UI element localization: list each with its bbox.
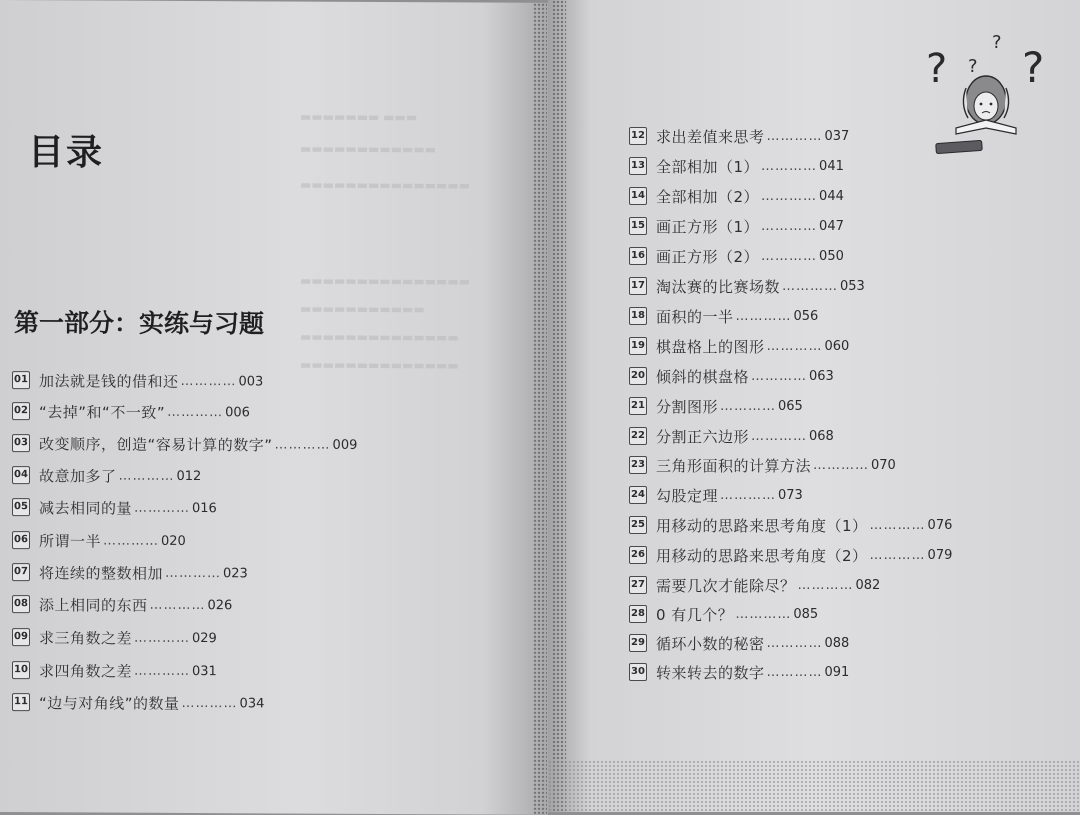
chapter-title: 用移动的思路来思考角度（2） [656, 546, 868, 565]
dot-leader: ………… [134, 500, 191, 516]
dot-leader: ………… [797, 577, 854, 593]
chapter-number: 14 [629, 187, 647, 205]
chapter-title: 勾股定理 [656, 486, 719, 505]
page-number: 044 [819, 188, 844, 204]
chapter-number: 16 [629, 247, 647, 265]
toc-heading: 目录 [28, 132, 105, 174]
page-number: 020 [161, 533, 186, 549]
chapter-number: 24 [629, 486, 647, 504]
chapter-title: 棋盘格上的图形 [656, 337, 765, 356]
chapter-title: 全部相加（1） [656, 157, 760, 176]
page-number: 088 [824, 635, 850, 651]
chapter-title: 需要几次才能除尽？ [656, 576, 796, 595]
page-number: 023 [223, 565, 248, 581]
chapter-title: 画正方形（2） [656, 247, 760, 266]
chapter-title: 画正方形（1） [656, 217, 760, 236]
dot-leader: ………… [274, 436, 331, 453]
chapter-number: 26 [629, 546, 647, 564]
toc-entry[interactable] [12, 398, 250, 425]
page-number: 065 [778, 398, 803, 414]
dot-leader: ………… [134, 630, 191, 646]
chapter-number: 04 [12, 466, 30, 484]
dot-leader: ………… [180, 373, 237, 389]
chapter-number: 11 [12, 693, 30, 711]
page-number: 070 [871, 457, 896, 473]
dot-leader: ………… [118, 468, 175, 484]
chapter-number: 18 [629, 307, 647, 325]
dot-leader: ………… [167, 404, 224, 420]
page-number: 031 [192, 663, 217, 679]
dot-leader: ………… [869, 547, 926, 563]
page-number: 026 [207, 597, 233, 613]
toc-entry[interactable] [629, 542, 952, 568]
chapter-title: “边与对角线”的数量 [39, 693, 180, 713]
dot-leader: ………… [766, 664, 823, 680]
gutter-dots [552, 0, 566, 812]
page-number: 085 [793, 606, 819, 622]
dot-leader: ………… [761, 218, 818, 234]
chapter-number: 28 [629, 605, 647, 623]
toc-entry[interactable] [629, 243, 844, 269]
dot-leader: ………… [134, 663, 191, 679]
show-through-text: ▬▬▬▬▬▬▬▬▬▬▬ [300, 301, 425, 317]
toc-entry[interactable] [629, 363, 834, 389]
show-through-text: ▬▬▬▬▬▬▬▬▬▬▬▬▬▬ [300, 329, 459, 345]
chapter-title: 三角形面积的计算方法 [656, 456, 812, 475]
page-number: 056 [793, 308, 819, 324]
dot-leader: ………… [720, 487, 777, 503]
toc-entry[interactable] [12, 494, 217, 521]
toc-entry[interactable] [629, 482, 803, 508]
chapter-number: 30 [629, 663, 647, 681]
chapter-title: 减去相同的量 [39, 498, 133, 518]
chapter-title: 所谓一半 [39, 531, 102, 551]
chapter-title: 循环小数的秘密 [656, 634, 765, 653]
question-mark-icon: ? [992, 32, 1002, 53]
chapter-number: 20 [629, 367, 647, 385]
toc-entry[interactable] [12, 624, 217, 651]
toc-entry[interactable] [629, 273, 865, 299]
page-number: 079 [927, 547, 953, 563]
chapter-title: 面积的一半 [656, 307, 734, 326]
question-mark-icon: ? [1022, 43, 1045, 92]
toc-entry[interactable] [12, 689, 264, 716]
chapter-number: 07 [12, 563, 30, 581]
toc-entry[interactable] [629, 393, 803, 419]
page-number: 029 [192, 630, 217, 646]
chapter-title: 将连续的整数相加 [39, 563, 164, 583]
toc-entry[interactable] [629, 601, 818, 627]
page-number: 041 [819, 158, 844, 174]
page-number: 003 [238, 373, 264, 389]
page-number: 091 [824, 664, 850, 680]
dot-leader: ………… [720, 398, 777, 414]
chapter-number: 01 [12, 371, 30, 389]
chapter-number: 10 [12, 661, 30, 679]
chapter-number: 06 [12, 531, 30, 549]
confused-reader-icon [922, 20, 1072, 170]
chapter-number: 02 [12, 402, 30, 420]
dot-leader: ………… [149, 597, 206, 613]
dot-leader: ………… [761, 248, 818, 264]
chapter-title: 改变顺序，创造“容易计算的数字” [39, 434, 273, 454]
page-number: 006 [225, 404, 250, 420]
chapter-number: 13 [629, 157, 647, 175]
page-number: 012 [176, 468, 202, 484]
chapter-title: 0 有几个？ [656, 605, 734, 624]
toc-entry[interactable] [12, 430, 357, 458]
question-mark-icon: ? [926, 46, 948, 92]
question-mark-icon: ? [968, 56, 978, 77]
toc-entry[interactable] [12, 657, 217, 684]
chapter-number: 23 [629, 456, 647, 474]
dot-leader: ………… [751, 428, 808, 444]
show-through-text: ▬▬▬▬▬▬▬▬▬▬▬▬▬▬▬ [300, 177, 471, 193]
chapter-title: 用移动的思路来思考角度（1） [656, 516, 868, 535]
chapter-title: 倾斜的棋盘格 [656, 367, 750, 386]
show-through-text: ▬▬▬▬▬▬▬ ▬▬▬ [300, 109, 418, 125]
toc-entry[interactable] [629, 123, 849, 149]
chapter-title: 分割正六边形 [656, 427, 750, 446]
chapter-number: 08 [12, 595, 30, 613]
chapter-title: 求三角数之差 [39, 628, 133, 648]
dot-leader: ………… [165, 565, 222, 581]
toc-entry[interactable] [12, 367, 263, 394]
page-number: 047 [819, 218, 844, 234]
chapter-title: 求出差值来思考 [656, 127, 765, 146]
toc-entry[interactable] [12, 527, 186, 554]
toc-entry[interactable] [629, 183, 844, 209]
toc-entry[interactable] [629, 452, 896, 478]
dot-leader: ………… [766, 338, 823, 354]
toc-entry[interactable] [12, 559, 248, 586]
dot-leader: ………… [761, 158, 818, 174]
chapter-number: 19 [629, 337, 647, 355]
dot-leader: ………… [761, 188, 818, 204]
chapter-number: 29 [629, 634, 647, 652]
chapter-title: 转来转去的数字 [656, 663, 765, 682]
chapter-number: 25 [629, 516, 647, 534]
chapter-title: 淘汰赛的比赛场数 [656, 277, 781, 296]
toc-entry[interactable] [629, 512, 952, 538]
dot-leader: ………… [766, 635, 823, 651]
page-number: 053 [840, 278, 865, 294]
gutter-dots [533, 3, 547, 815]
toc-entry[interactable] [629, 572, 880, 598]
show-through-text: ▬▬▬▬▬▬▬▬▬▬▬▬▬▬▬ [300, 273, 471, 289]
dot-leader: ………… [782, 278, 839, 294]
chapter-number: 15 [629, 217, 647, 235]
chapter-title: 加法就是钱的借和还 [39, 371, 179, 391]
toc-entry[interactable] [629, 333, 849, 359]
chapter-number: 22 [629, 427, 647, 445]
dot-leader: ………… [869, 517, 926, 533]
page-number: 034 [239, 695, 265, 711]
chapter-title: 全部相加（2） [656, 187, 760, 206]
page-number: 076 [927, 517, 953, 533]
page-number: 009 [332, 437, 358, 453]
toc-entry[interactable] [629, 630, 849, 656]
bottom-dots [548, 760, 1080, 812]
chapter-title: 求四角数之差 [39, 661, 133, 681]
toc-entry[interactable] [12, 462, 201, 489]
chapter-number: 03 [12, 434, 30, 452]
dot-leader: ………… [181, 695, 238, 711]
part-title: 第一部分：实练与习题 [14, 308, 265, 339]
page-number: 016 [192, 500, 217, 516]
toc-entry[interactable] [629, 153, 844, 179]
dot-leader: ………… [103, 533, 160, 549]
chapter-number: 17 [629, 277, 647, 295]
chapter-number: 21 [629, 397, 647, 415]
toc-entry[interactable] [629, 213, 844, 239]
dot-leader: ………… [735, 308, 792, 324]
show-through-text: ▬▬▬▬▬▬▬▬▬▬▬▬ [300, 141, 437, 157]
chapter-title: 故意加多了 [39, 466, 117, 486]
dot-leader: ………… [751, 368, 808, 384]
show-through-text: ▬▬▬▬▬▬▬▬▬▬▬▬▬▬ [300, 357, 459, 373]
dot-leader: ………… [735, 606, 792, 622]
chapter-title: 分割图形 [656, 397, 719, 416]
chapter-number: 09 [12, 628, 30, 646]
toc-entry[interactable] [12, 591, 232, 618]
page-number: 063 [809, 368, 834, 384]
toc-entry[interactable] [629, 303, 818, 329]
page-number: 050 [819, 248, 844, 264]
page-number: 037 [824, 128, 850, 144]
page-number: 060 [824, 338, 850, 354]
chapter-number: 12 [629, 127, 647, 145]
page-number: 073 [778, 487, 803, 503]
page-number: 082 [855, 577, 881, 593]
dot-leader: ………… [766, 128, 823, 144]
chapter-number: 05 [12, 498, 30, 516]
toc-entry[interactable] [629, 423, 834, 449]
toc-entry[interactable] [629, 659, 849, 685]
dot-leader: ………… [813, 457, 870, 473]
chapter-number: 27 [629, 576, 647, 594]
page-number: 068 [809, 428, 834, 444]
chapter-title: “去掉”和“不一致” [39, 402, 166, 422]
chapter-title: 添上相同的东西 [39, 595, 148, 615]
